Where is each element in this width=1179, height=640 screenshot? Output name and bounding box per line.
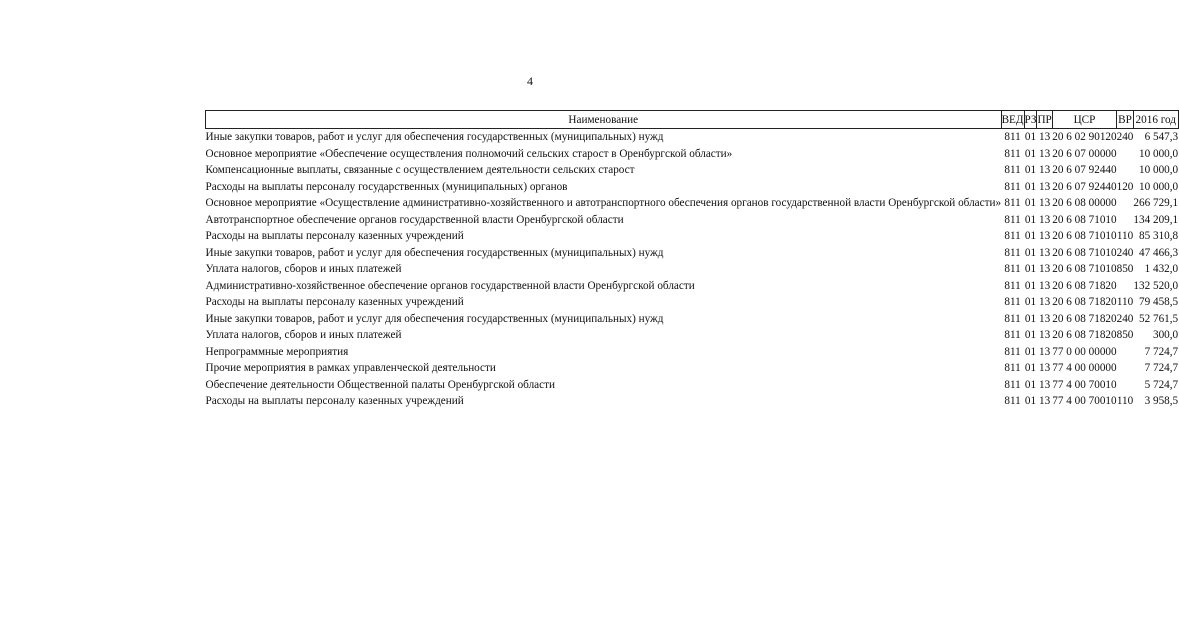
cell-ved: 811: [1004, 197, 1021, 209]
table-header: [206, 111, 1179, 129]
table-row: [206, 212, 1179, 229]
cell-csr: 20 6 08 71010: [1052, 230, 1117, 242]
cell-sum: 79 458,5: [1138, 296, 1179, 308]
cell-vr: [1117, 377, 1134, 394]
table-row: [206, 162, 1179, 179]
cell-name: Автотранспортное обеспечение органов государственной власти Оренбургской области: [205, 213, 624, 226]
cell-csr: 77 4 00 70010: [1052, 378, 1117, 391]
cell-vr: [1117, 278, 1134, 295]
cell-csr: 77 4 00 70010: [1052, 395, 1117, 407]
cell-rz: 01: [1024, 147, 1037, 160]
table-row: [206, 393, 1179, 410]
cell-ved: 811: [1004, 395, 1021, 407]
table-row: [206, 146, 1179, 163]
cell-pr: 13: [1039, 329, 1051, 341]
cell-ved: 811: [1004, 329, 1021, 341]
cell-ved: 811: [1004, 378, 1021, 391]
cell-rz: 01: [1024, 345, 1037, 358]
table-row: [206, 129, 1179, 146]
header-csr: ЦСР: [1052, 111, 1116, 129]
cell-csr: 20 6 02 90120: [1052, 131, 1117, 143]
cell-csr: 20 6 08 71820: [1052, 312, 1117, 325]
cell-rz: 01: [1024, 213, 1037, 226]
cell-name: Уплата налогов, сборов и иных платежей: [205, 329, 402, 341]
cell-csr: 20 6 08 71820: [1052, 279, 1117, 292]
cell-sum: 300,0: [1152, 329, 1179, 341]
cell-pr: 13: [1039, 312, 1051, 325]
cell-rz: 01: [1024, 230, 1037, 242]
cell-pr: 13: [1039, 246, 1051, 259]
cell-sum: 132 520,0: [1133, 279, 1179, 292]
cell-rz: 01: [1024, 312, 1037, 325]
cell-name: Расходы на выплаты персоналу казенных учреждений: [205, 395, 464, 407]
table-row: [206, 327, 1179, 344]
cell-ved: 811: [1004, 131, 1021, 143]
cell-ved: 811: [1004, 164, 1021, 176]
cell-csr: 20 6 08 71010: [1052, 246, 1117, 259]
cell-rz: 01: [1024, 296, 1037, 308]
cell-csr: 20 6 08 71820: [1052, 296, 1117, 308]
cell-pr: 13: [1039, 279, 1051, 292]
cell-vr: [1117, 195, 1134, 212]
cell-vr: 240: [1116, 246, 1134, 259]
cell-csr: 20 6 07 00000: [1052, 147, 1117, 160]
cell-sum: 10 000,0: [1138, 164, 1179, 176]
cell-name: Непрограммные мероприятия: [205, 345, 349, 358]
cell-pr: 13: [1039, 395, 1051, 407]
cell-pr: 13: [1039, 345, 1051, 358]
cell-pr: 13: [1039, 362, 1051, 374]
cell-sum: 52 761,5: [1138, 312, 1179, 325]
cell-sum: 47 466,3: [1138, 246, 1179, 259]
cell-rz: 01: [1024, 164, 1037, 176]
cell-vr: 240: [1116, 312, 1134, 325]
cell-rz: 01: [1024, 246, 1037, 259]
cell-csr: 20 6 07 92440: [1052, 180, 1117, 193]
cell-ved: 811: [1004, 180, 1021, 193]
cell-rz: 01: [1024, 197, 1037, 209]
table-body: [206, 129, 1179, 410]
cell-name: Административно-хозяйственное обеспечение органов государственной власти Оренбургской области: [205, 279, 695, 292]
cell-vr: 110: [1116, 296, 1134, 308]
cell-sum: 10 000,0: [1138, 180, 1179, 193]
header-vr: ВР: [1117, 111, 1134, 129]
cell-pr: 13: [1039, 213, 1051, 226]
cell-pr: 13: [1039, 147, 1051, 160]
cell-csr: 20 6 08 71820: [1052, 329, 1117, 341]
cell-pr: 13: [1039, 164, 1051, 176]
cell-vr: [1117, 212, 1134, 229]
cell-name: Обеспечение деятельности Общественной палаты Оренбургской области: [205, 378, 555, 391]
cell-ved: 811: [1004, 147, 1021, 160]
cell-rz: 01: [1024, 131, 1037, 143]
header-sum: 2016 год: [1133, 111, 1178, 129]
table-row: [206, 278, 1179, 295]
header-ved: ВЕД: [1001, 111, 1024, 129]
cell-ved: 811: [1004, 279, 1021, 292]
cell-vr: [1117, 344, 1134, 361]
cell-sum: 6 547,3: [1144, 131, 1179, 143]
cell-name: Расходы на выплаты персоналу государственных (муниципальных) органов: [205, 180, 568, 193]
cell-rz: 01: [1024, 362, 1037, 374]
cell-name: Иные закупки товаров, работ и услуг для обеспечения государственных (муниципальных) нужд: [205, 246, 664, 259]
cell-ved: 811: [1004, 213, 1021, 226]
cell-sum: 10 000,0: [1138, 147, 1179, 160]
cell-csr: 77 4 00 00000: [1052, 362, 1117, 374]
cell-ved: 811: [1004, 296, 1021, 308]
cell-vr: [1117, 146, 1134, 163]
cell-sum: 7 724,7: [1144, 362, 1179, 374]
cell-name: Расходы на выплаты персоналу казенных учреждений: [205, 230, 464, 242]
cell-sum: 1 432,0: [1144, 263, 1179, 275]
table-row: [206, 377, 1179, 394]
cell-vr: 120: [1116, 180, 1134, 193]
table-row: [206, 294, 1179, 311]
cell-sum: 266 729,1: [1133, 197, 1179, 209]
cell-name: Иные закупки товаров, работ и услуг для обеспечения государственных (муниципальных) нужд: [205, 131, 664, 143]
header-name: Наименование: [206, 111, 1002, 129]
cell-csr: 20 6 07 92440: [1052, 164, 1117, 176]
cell-sum: 134 209,1: [1133, 213, 1179, 226]
cell-rz: 01: [1024, 263, 1037, 275]
cell-csr: 77 0 00 00000: [1052, 345, 1117, 358]
header-pr: ПР: [1037, 111, 1052, 129]
table-row: [206, 179, 1179, 196]
cell-vr: 110: [1116, 230, 1134, 242]
cell-csr: 20 6 08 71010: [1052, 213, 1117, 226]
cell-rz: 01: [1024, 180, 1037, 193]
cell-ved: 811: [1004, 362, 1021, 374]
cell-vr: [1117, 360, 1134, 377]
cell-rz: 01: [1024, 395, 1037, 407]
table-row: [206, 360, 1179, 377]
cell-pr: 13: [1039, 296, 1051, 308]
cell-pr: 13: [1039, 263, 1051, 275]
budget-table: [205, 110, 1179, 410]
cell-vr: 110: [1116, 395, 1134, 407]
cell-vr: [1117, 162, 1134, 179]
page-number: 4: [527, 74, 533, 88]
cell-name: Прочие мероприятия в рамках управленческой деятельности: [205, 362, 496, 374]
cell-csr: 20 6 08 00000: [1052, 197, 1117, 209]
header-rz: РЗ: [1024, 111, 1037, 129]
table-row: [206, 311, 1179, 328]
cell-pr: 13: [1039, 378, 1051, 391]
cell-name: Основное мероприятие «Обеспечение осуществления полномочий сельских старост в Оренбургской области»: [205, 147, 733, 160]
cell-ved: 811: [1004, 345, 1021, 358]
cell-sum: 3 958,5: [1144, 395, 1179, 407]
cell-rz: 01: [1024, 378, 1037, 391]
cell-sum: 5 724,7: [1144, 378, 1179, 391]
cell-pr: 13: [1039, 180, 1051, 193]
table-row: [206, 195, 1179, 212]
cell-vr: 850: [1116, 329, 1134, 341]
cell-name: Уплата налогов, сборов и иных платежей: [205, 263, 402, 275]
cell-name: Компенсационные выплаты, связанные с осуществлением деятельности сельских старост: [205, 164, 635, 176]
cell-sum: 85 310,8: [1138, 230, 1179, 242]
cell-csr: 20 6 08 71010: [1052, 263, 1117, 275]
cell-rz: 01: [1024, 279, 1037, 292]
table-row: [206, 344, 1179, 361]
cell-ved: 811: [1004, 230, 1021, 242]
cell-pr: 13: [1039, 131, 1051, 143]
cell-ved: 811: [1004, 312, 1021, 325]
table-row: [206, 245, 1179, 262]
cell-name: Основное мероприятие «Осуществление административно-хозяйственного и автотранспортного обеспечения органов государственной власти Оренбургской области»: [205, 197, 1002, 209]
cell-ved: 811: [1004, 246, 1021, 259]
cell-pr: 13: [1039, 197, 1051, 209]
cell-vr: 850: [1116, 263, 1134, 275]
cell-ved: 811: [1004, 263, 1021, 275]
cell-sum: 7 724,7: [1144, 345, 1179, 358]
cell-rz: 01: [1024, 329, 1037, 341]
cell-pr: 13: [1039, 230, 1051, 242]
cell-vr: 240: [1116, 131, 1134, 143]
table-row: [206, 228, 1179, 245]
cell-name: Расходы на выплаты персоналу казенных учреждений: [205, 296, 464, 308]
table-row: [206, 261, 1179, 278]
cell-name: Иные закупки товаров, работ и услуг для обеспечения государственных (муниципальных) нужд: [205, 312, 664, 325]
